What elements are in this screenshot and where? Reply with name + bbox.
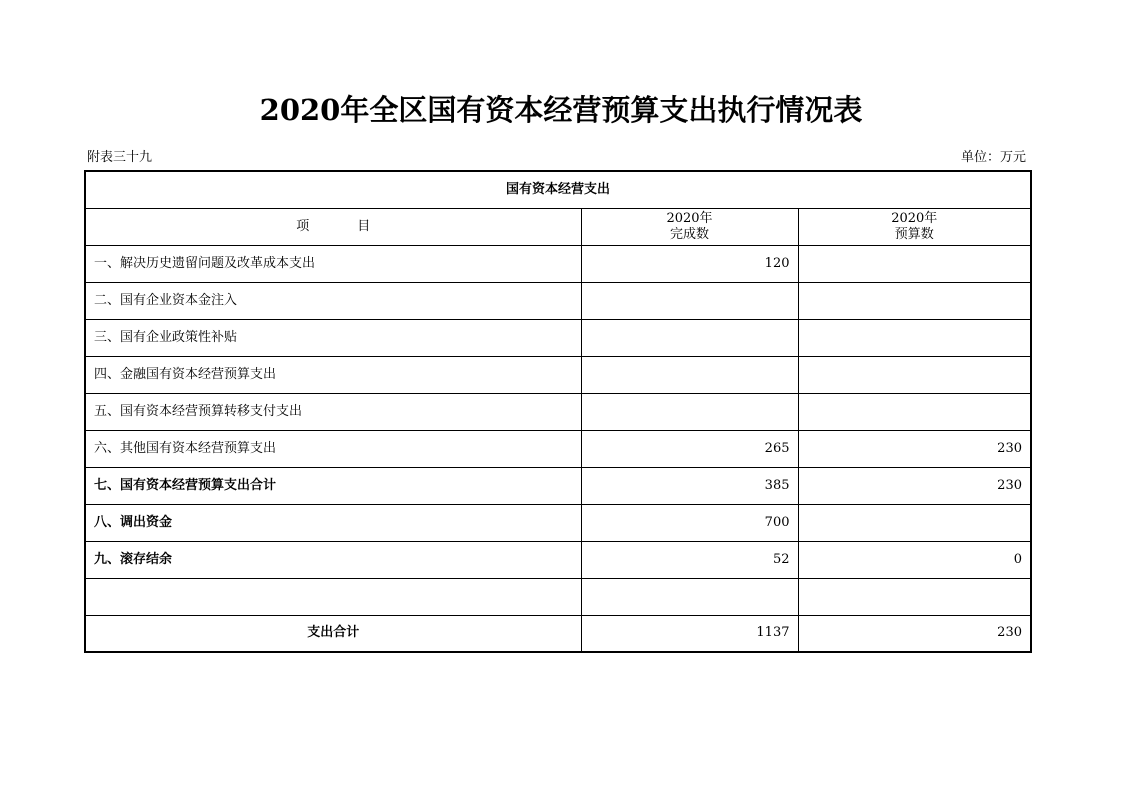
row-completed-value xyxy=(581,393,798,430)
row-completed-value xyxy=(581,282,798,319)
row-budget-value xyxy=(798,356,1031,393)
row-item-label xyxy=(85,578,581,615)
page-title: 2020年全区国有资本经营预算支出执行情况表 xyxy=(259,93,863,127)
table-row xyxy=(85,578,1031,615)
col-header-item-char-1: 项 xyxy=(296,218,310,234)
total-row xyxy=(85,615,1031,652)
row-budget-value xyxy=(798,282,1031,319)
row-budget-value xyxy=(798,245,1031,282)
total-label: 支出合计 xyxy=(85,615,581,652)
col-header-completed xyxy=(581,208,798,245)
row-item-label: 三、国有企业政策性补贴 xyxy=(85,319,581,356)
row-item-label: 二、国有企业资本金注入 xyxy=(85,282,581,319)
row-completed-value xyxy=(581,356,798,393)
col-header-completed-line1: 2020年 xyxy=(666,210,713,226)
col-header-budget-line1: 2020年 xyxy=(891,210,938,226)
row-completed-value: 52 xyxy=(581,541,798,578)
row-budget-value xyxy=(798,504,1031,541)
col-header-budget-line2: 预算数 xyxy=(894,226,934,242)
row-item-label: 一、解决历史遗留问题及改革成本支出 xyxy=(85,245,581,282)
total-completed: 1137 xyxy=(581,615,798,652)
section-header-row xyxy=(85,171,1031,208)
row-item-label: 七、国有资本经营预算支出合计 xyxy=(85,467,581,504)
row-budget-value xyxy=(798,393,1031,430)
row-budget-value xyxy=(798,578,1031,615)
table-row xyxy=(85,430,1031,467)
row-budget-value: 230 xyxy=(798,467,1031,504)
row-item-label: 六、其他国有资本经营预算支出 xyxy=(85,430,581,467)
table-row xyxy=(85,319,1031,356)
row-item-label: 九、滚存结余 xyxy=(85,541,581,578)
row-item-label: 四、金融国有资本经营预算支出 xyxy=(85,356,581,393)
col-header-item-char-2: 目 xyxy=(357,218,371,234)
total-budget: 230 xyxy=(798,615,1031,652)
table-row xyxy=(85,282,1031,319)
row-item-label: 八、调出资金 xyxy=(85,504,581,541)
table-row xyxy=(85,467,1031,504)
expenditure-table xyxy=(84,170,1032,653)
row-budget-value: 230 xyxy=(798,430,1031,467)
table-row xyxy=(85,356,1031,393)
col-header-budget xyxy=(798,208,1031,245)
row-completed-value: 120 xyxy=(581,245,798,282)
unit-label: 单位：万元 xyxy=(960,150,1026,165)
table-body xyxy=(85,245,1031,615)
row-completed-value: 385 xyxy=(581,467,798,504)
row-item-label: 五、国有资本经营预算转移支付支出 xyxy=(85,393,581,430)
row-completed-value: 265 xyxy=(581,430,798,467)
col-header-item xyxy=(85,208,581,245)
column-header-row xyxy=(85,208,1031,245)
section-header: 国有资本经营支出 xyxy=(85,171,1031,208)
row-budget-value: 0 xyxy=(798,541,1031,578)
col-header-completed-line2: 完成数 xyxy=(669,226,709,242)
table-row xyxy=(85,245,1031,282)
row-completed-value xyxy=(581,578,798,615)
annex-label: 附表三十九 xyxy=(87,150,153,165)
table-row xyxy=(85,504,1031,541)
table-row xyxy=(85,393,1031,430)
table-row xyxy=(85,541,1031,578)
row-budget-value xyxy=(798,319,1031,356)
row-completed-value: 700 xyxy=(581,504,798,541)
row-completed-value xyxy=(581,319,798,356)
